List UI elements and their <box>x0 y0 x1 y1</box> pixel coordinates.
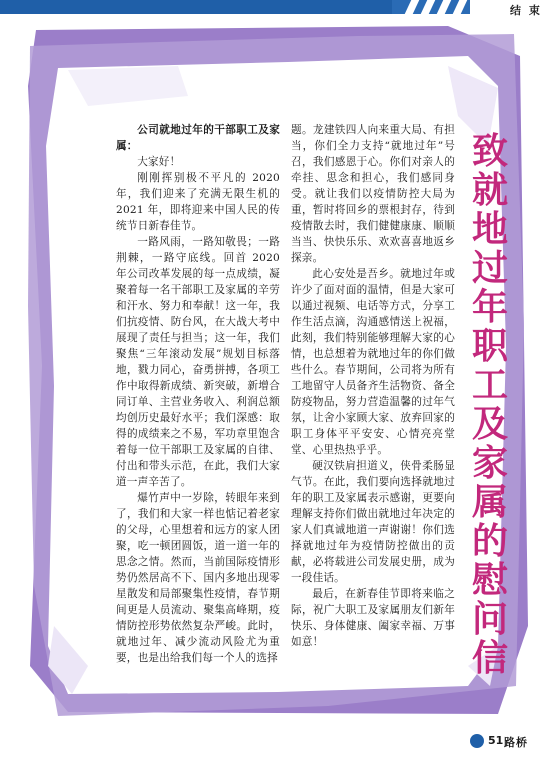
paragraph: 题。龙建铁四人向来重大局、有担当，你们全力支持“就地过年”号召，我们感恩于心。你们对亲人的牵挂、思念和担心，我们感同身受。就让我们以疫情防控大局为重，暂时将回乡的票根封存，待到疫情散去时，我们健健康康、顺顺当当、快快乐乐、欢欢喜喜地返乡探亲。 <box>291 124 455 264</box>
article-column-1 <box>116 122 280 666</box>
salutation: 公司就地过年的干部职工及家属： <box>116 124 280 152</box>
paragraph: 硬汉铁肩担道义，侠骨柔肠显气节。在此，我们要向选择就地过年的职工及家属表示感谢，更要向理解支持你们做出就地过年决定的家人们真诚地道一声谢谢！你们选择就地过年为疫情防控做出的贡献，必将载进公司发展史册，成为一段佳话。 <box>291 460 455 584</box>
article-title: 致就地过年职工及家属的慰问信 <box>471 131 508 679</box>
paragraph: 一路风雨，一路知敬畏；一路荆棘，一路守底线。回首 2020 年公司改革发展的每一点成绩，凝聚着每一名干部职工及家属的辛劳和汗水、努力和奉献！这一年，我们抗疫情、防台风，在大战大考中展现了责任与担当；这一年，我们聚焦“三年滚动发展”规划目标落地，戮力同心，奋勇拼搏，各项工作中取得新成绩、新突破，新增合同订单、主营业务收入、利润总额均创历史最好水平；我们深感：取得的成绩来之不易，军功章里饱含着每一位干部职工及家属的自律、付出和带头示范，在此，我们大家道一声辛苦了。 <box>116 236 280 488</box>
logo-icon <box>470 734 484 748</box>
article-column-2 <box>291 122 455 650</box>
paragraph: 刚刚挥别极不平凡的 2020 年，我们迎来了充满无限生机的 2021 年，即将迎来中国人民的传统节日新春佳节。 <box>116 172 280 232</box>
greeting: 大家好！ <box>137 156 181 168</box>
paragraph: 最后，在新春佳节即将来临之际，祝广大职工及家属朋友们新年快乐、身体健康、阖家幸福、万事如意！ <box>291 588 455 648</box>
publication-name: 路桥 <box>504 736 528 749</box>
paragraph: 爆竹声中一岁除，转眼年来到了，我们和大家一样也惦记着老家的父母，心里想着和远方的家人团聚，吃一顿团圆饭，道一道一年的思念之情。然而，当前国际疫情形势仍然居高不下、国内多地出现零星散发和局部聚集性疫情，春节期间更是人员流动、聚集高峰期，疫情防控形势依然复杂严峻。此时，就地过年、减少流动风险尤为重要，也是出给我们每一个人的选择 <box>116 492 280 664</box>
paragraph: 此心安处是吾乡。就地过年或许少了面对面的温情，但是大家可以通过视频、电话等方式，分享工作生活点滴，沟通感情送上祝福，此刻，我们特别能够理解大家的心情，也总想着为就地过年的你们做些什么。春节期间，公司将为所有工地留守人员备齐生活物资、备全防疫物品，努力营造温馨的过年气氛，让舍小家顾大家、放弃回家的职工身体平平安安、心情亮亮堂堂、心里热热乎乎。 <box>291 268 455 456</box>
page-number: 51 <box>488 734 504 747</box>
section-tag: 结 束 <box>510 4 542 17</box>
header-band <box>0 0 560 22</box>
page-footer <box>470 732 560 752</box>
